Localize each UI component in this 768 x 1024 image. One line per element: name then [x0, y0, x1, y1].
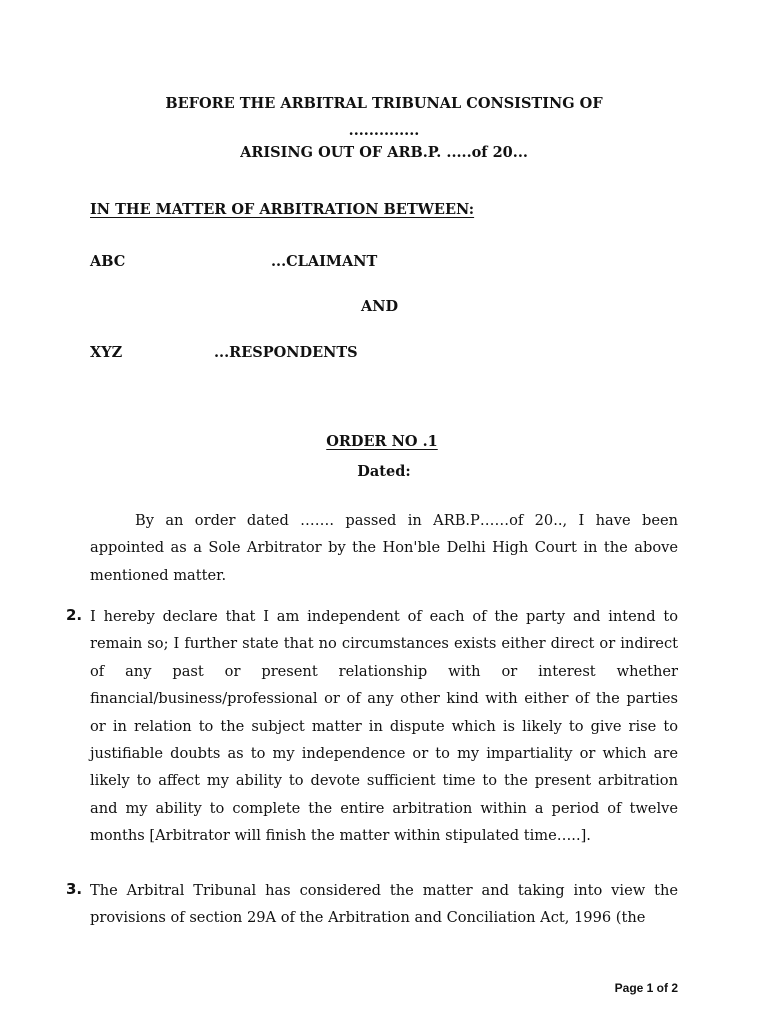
paragraph-3-text: The Arbitral Tribunal has considered the matter and taking into view the provisions of section 29A of the Arbitration and Conciliation Act, 1996 (the [90, 882, 678, 927]
paragraph-2-number: 2. [66, 606, 83, 624]
matter-heading: IN THE MATTER OF ARBITRATION BETWEEN: [90, 201, 475, 218]
paragraph-3-number: 3. [66, 880, 83, 898]
respondent-name: XYZ [90, 344, 123, 361]
page-number: Page 1 of 2 [614, 981, 678, 995]
arising-out-of-heading: ARISING OUT OF ARB.P. .....of 20... [240, 144, 528, 161]
paragraph-1-text: By an order dated ……. passed in ARB.P……of 20.., I have been appointed as a Sole Arbitrator by the Hon'ble Delhi High Court in the above mentioned matter. [90, 512, 678, 584]
tribunal-members-placeholder: .............. [348, 122, 420, 139]
respondent-label: ...RESPONDENTS [214, 344, 358, 361]
paragraph-2-text: I hereby declare that I am independent of each of the party and intend to remain so; I further state that no circumstances exists either direct or indirect of any past or present relationship with or interest whether financial/business/professional or of any other kind with either of the parties or in relation to the subject matter in dispute which is likely to give rise to justifiable doubts as to my independence or to my impartiality or which are likely to affect my ability to devote sufficient time to the present arbitration and my ability to complete the entire arbitration within a period of twelve months [Arbitrator will finish the matter within stipulated time…..]. [90, 608, 678, 845]
paragraph-3 [90, 877, 678, 933]
order-title: ORDER NO .1 [326, 433, 438, 450]
order-dated: Dated: [357, 463, 411, 480]
paragraph-2 [90, 603, 678, 850]
and-separator: AND [361, 298, 399, 315]
claimant-name: ABC [90, 253, 126, 270]
claimant-label: ...CLAIMANT [271, 253, 378, 270]
tribunal-heading: BEFORE THE ARBITRAL TRIBUNAL CONSISTING OF [165, 95, 603, 112]
paragraph-1 [90, 507, 678, 589]
